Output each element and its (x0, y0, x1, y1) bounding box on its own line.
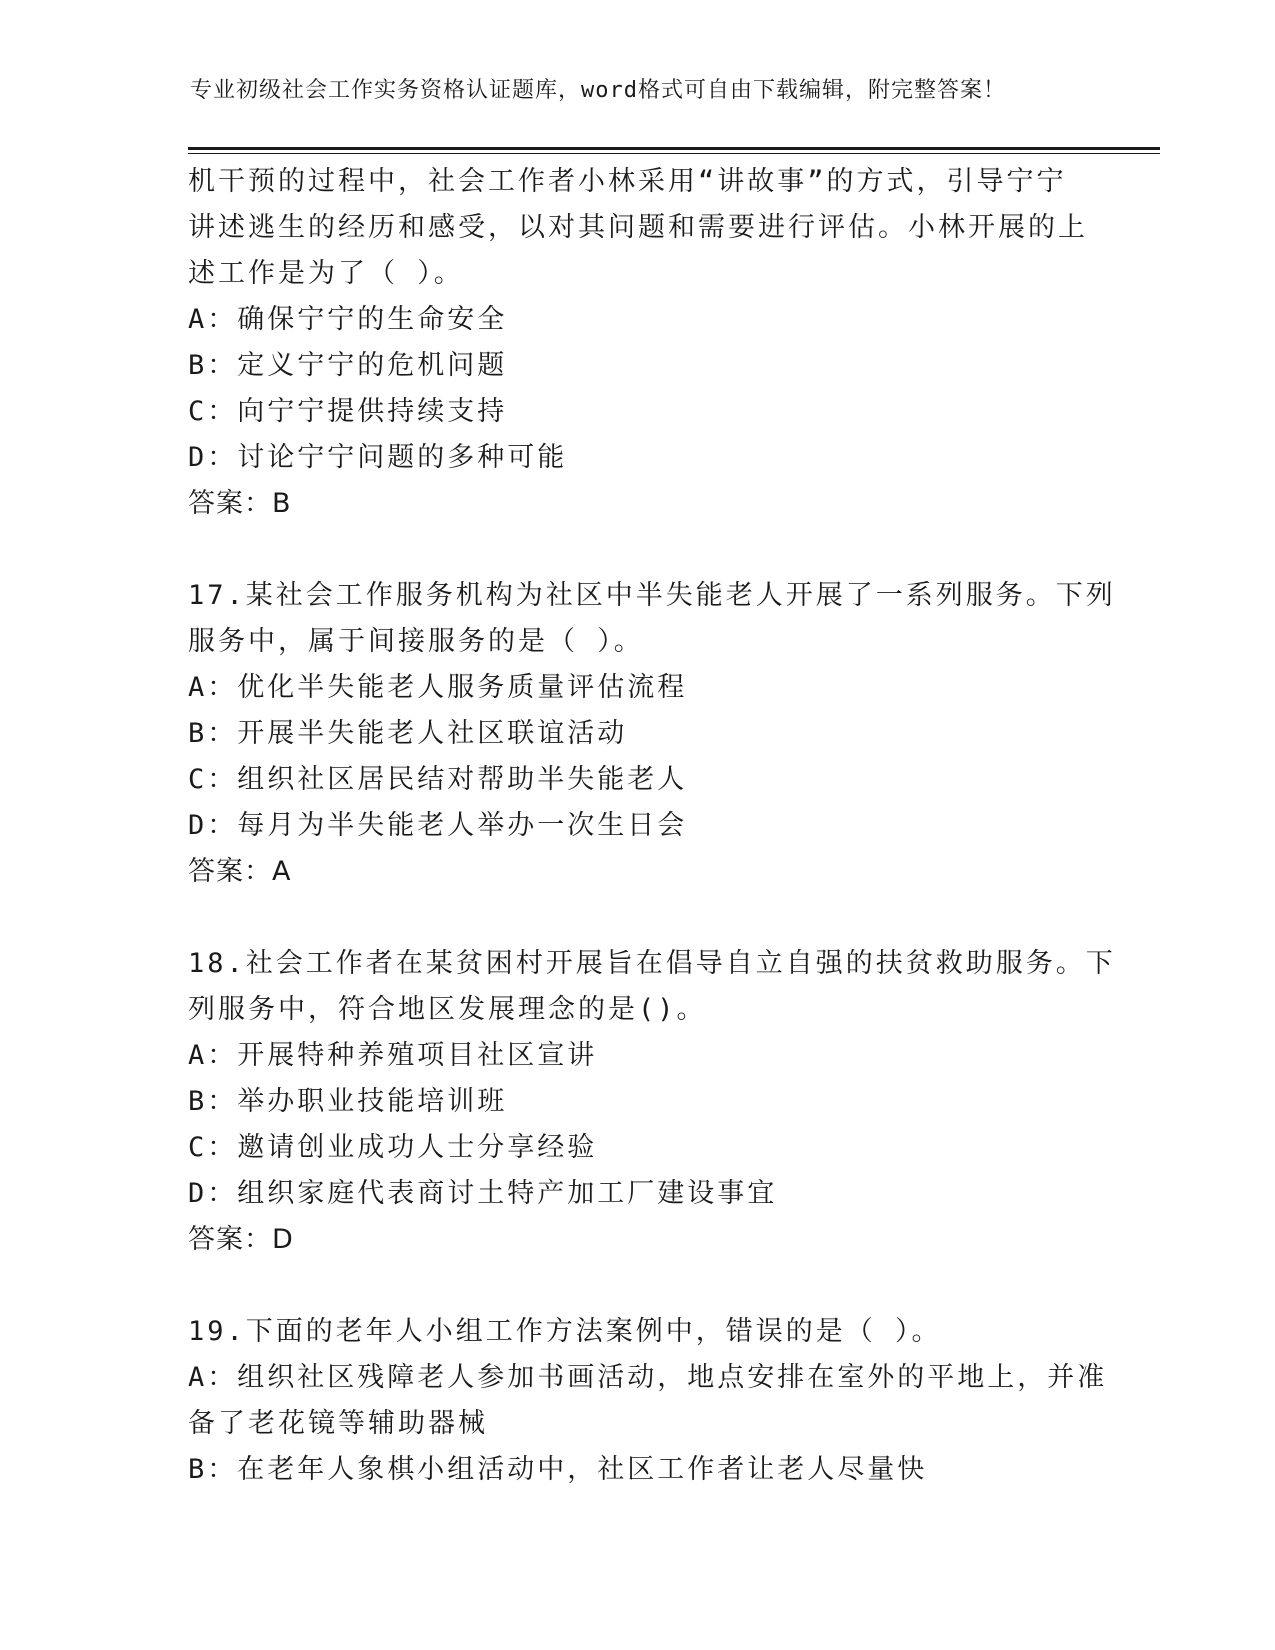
option-b: B：开展半失能老人社区联谊活动 (188, 718, 628, 749)
option-b: B：在老年人象棋小组活动中，社区工作者让老人尽量快 (188, 1454, 928, 1485)
question-stem-line: 列服务中，符合地区发展理念的是()。 (188, 994, 707, 1025)
question-18 (188, 941, 1116, 1263)
answer-label: 答案：A (188, 856, 292, 887)
question-stem-line: 讲述逃生的经历和感受，以对其问题和需要进行评估。小林开展的上 (188, 212, 1088, 243)
question-19 (188, 1309, 1108, 1493)
header-rule-thick (188, 147, 1160, 150)
question-stem-line: 述工作是为了（ ）。 (188, 258, 464, 289)
option-c: C：组织社区居民结对帮助半失能老人 (188, 764, 688, 795)
option-b: B：定义宁宁的危机问题 (188, 350, 508, 381)
option-a-continued: 备了老花镜等辅助器械 (188, 1408, 488, 1439)
option-d: D：讨论宁宁问题的多种可能 (188, 442, 568, 473)
question-stem-line: 18.社会工作者在某贫困村开展旨在倡导自立自强的扶贫救助服务。下 (188, 948, 1116, 979)
option-a: A：确保宁宁的生命安全 (188, 304, 508, 335)
header-rule-thin (188, 153, 1160, 154)
spacer (188, 1263, 1088, 1309)
option-a: A：组织社区残障老人参加书画活动，地点安排在室外的平地上，并准 (188, 1362, 1108, 1393)
answer-label: 答案：B (188, 488, 292, 519)
option-d: D：组织家庭代表商讨土特产加工厂建设事宜 (188, 1178, 778, 1209)
page-header: 专业初级社会工作实务资格认证题库，word格式可自由下载编辑，附完整答案！ (190, 78, 1006, 103)
question-17 (188, 573, 1116, 895)
option-a: A：开展特种养殖项目社区宣讲 (188, 1040, 598, 1071)
question-stem-line: 服务中，属于间接服务的是（ ）。 (188, 626, 644, 657)
question-stem-line: 机干预的过程中，社会工作者小林采用“讲故事”的方式，引导宁宁 (188, 166, 1067, 197)
question-stem-line: 17.某社会工作服务机构为社区中半失能老人开展了一系列服务。下列 (188, 580, 1116, 611)
question-content (188, 159, 1116, 1493)
option-c: C：邀请创业成功人士分享经验 (188, 1132, 598, 1163)
question-stem-line: 19.下面的老年人小组工作方法案例中，错误的是（ ）。 (188, 1316, 942, 1347)
question-16 (188, 159, 1088, 527)
option-d: D：每月为半失能老人举办一次生日会 (188, 810, 688, 841)
option-b: B：举办职业技能培训班 (188, 1086, 508, 1117)
answer-label: 答案：D (188, 1224, 294, 1255)
option-a: A：优化半失能老人服务质量评估流程 (188, 672, 688, 703)
spacer (188, 895, 1088, 941)
option-c: C：向宁宁提供持续支持 (188, 396, 508, 427)
spacer (188, 527, 1088, 573)
